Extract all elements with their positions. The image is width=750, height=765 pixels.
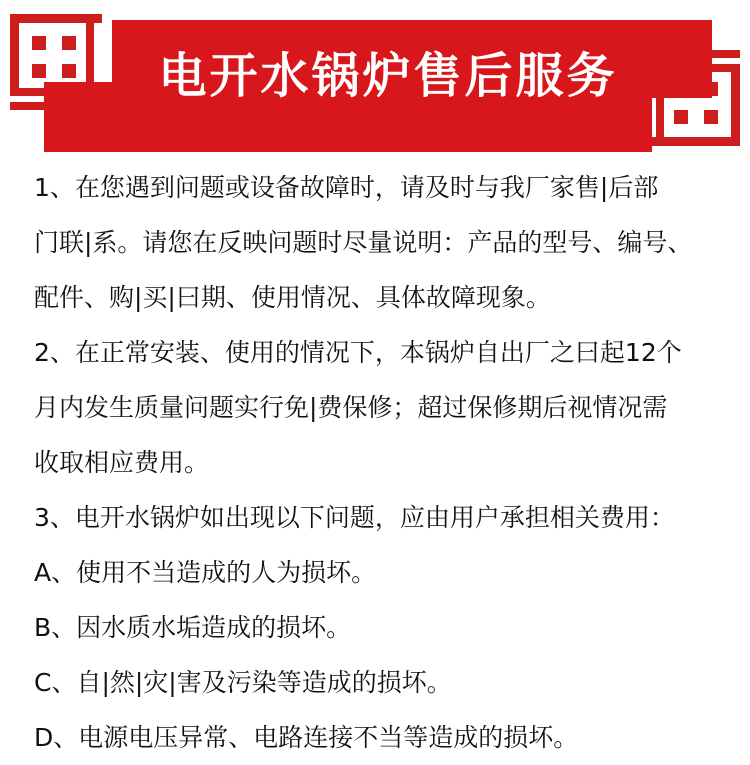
- service-terms: [34, 160, 734, 765]
- text-line: 1、在您遇到问题或设备故障时，请及时与我厂家售|后部: [34, 173, 659, 202]
- text-line: 3、电开水锅炉如出现以下问题，应由用户承担相关费用：: [34, 503, 675, 532]
- header-banner: [0, 0, 750, 160]
- list-item-c: C、自|然|灾|害及污染等造成的损坏。: [34, 668, 452, 697]
- text-line: 月内发生质量问题实行免|费保修；超过保修期后视情况需: [34, 393, 668, 422]
- text-line: 配件、购|买|曰期、使用情况、具体故障现象。: [34, 283, 551, 312]
- page-title: 电开水锅炉售后服务: [158, 48, 618, 104]
- list-item-b: B、因水质水垢造成的损坏。: [34, 613, 352, 642]
- list-item-a: A、使用不当造成的人为损坏。: [34, 558, 377, 587]
- text-line: 2、在正常安装、使用的情况下，本锅炉自出厂之曰起12个: [34, 338, 682, 367]
- list-item-d: D、电源电压异常、电路连接不当等造成的损坏。: [34, 723, 579, 752]
- text-line: 门联|系。请您在反映问题时尽量说明：产品的型号、编号、: [34, 228, 693, 257]
- text-line: 收取相应费用。: [34, 448, 210, 477]
